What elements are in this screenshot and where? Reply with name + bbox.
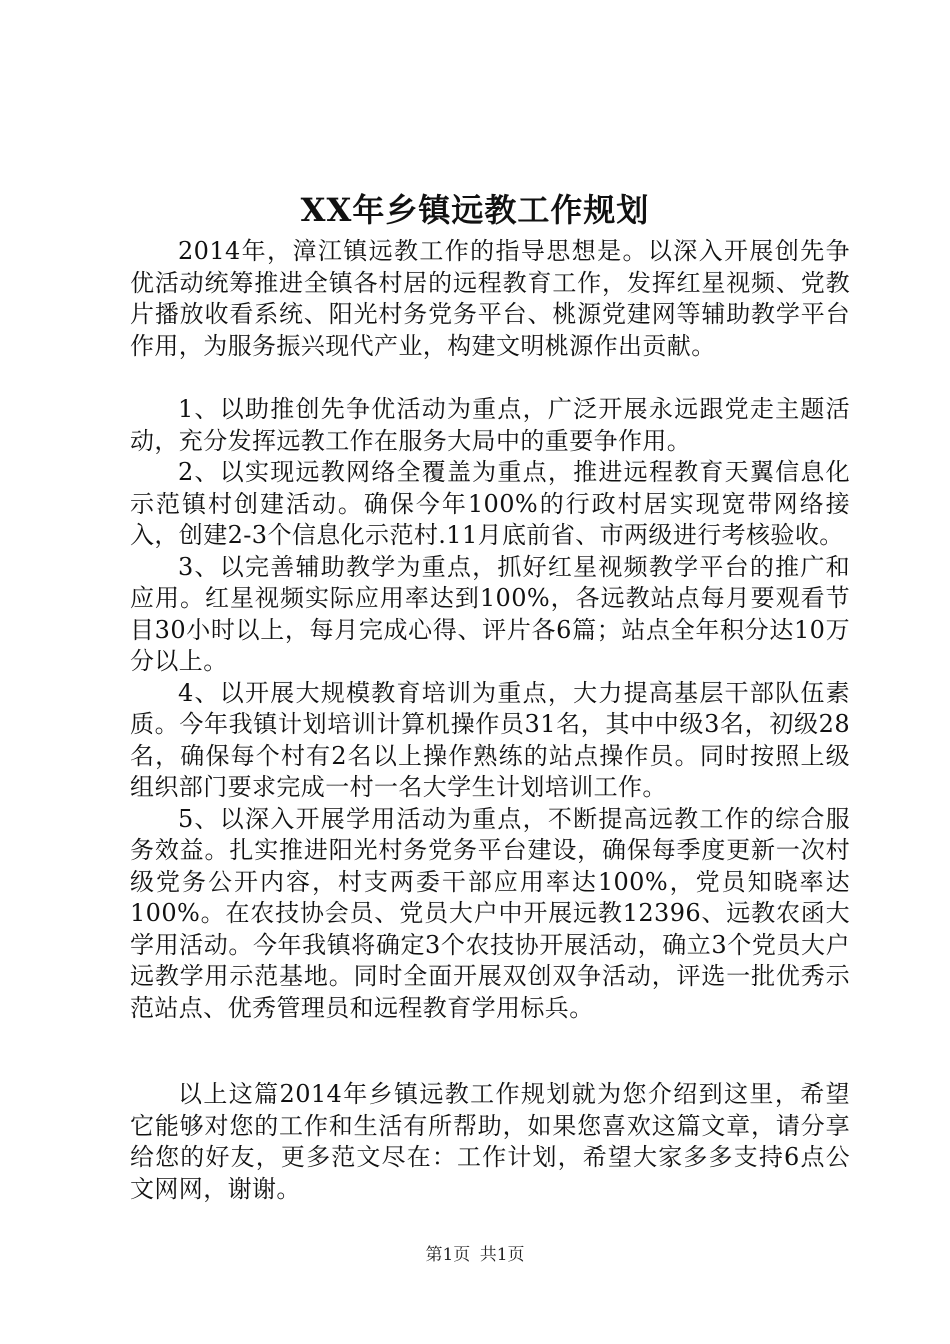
plan-item-5: 5、以深入开展学用活动为重点，不断提高远教工作的综合服务效益。扎实推进阳光村务党务平台建设，确保每季度更新一次村级党务公开内容，村支两委干部应用率达100%，党员知晓率达100%。在农技协会员、党员大户中开展远教12396、远教农函大学用活动。今年我镇将确定3个农技协开展活动，确立3个党员大户远教学用示范基地。同时全面开展双创双争活动，评选一批优秀示范站点、优秀管理员和远程教育学用标兵。: [130, 804, 850, 1022]
intro-section: [130, 236, 850, 362]
closing-paragraph: 以上这篇2014年乡镇远教工作规划就为您介绍到这里，希望它能够对您的工作和生活有所帮助，如果您喜欢这篇文章，请分享给您的好友，更多范文尽在：工作计划，希望大家多多支持6点公文网网，谢谢。: [130, 1080, 850, 1203]
document-title: XX年乡镇远教工作规划: [300, 191, 650, 229]
plan-items: [130, 394, 850, 1024]
page-footer: [0, 1243, 950, 1267]
plan-item-3: 3、以完善辅助教学为重点，抓好红星视频教学平台的推广和应用。红星视频实际应用率达到100%，各远教站点每月要观看节目30小时以上，每月完成心得、评片各6篇；站点全年积分达10万分以上。: [130, 552, 850, 675]
intro-paragraph: 2014年，漳江镇远教工作的指导思想是。以深入开展创先争优活动统筹推进全镇各村居的远程教育工作，发挥红星视频、党教片播放收看系统、阳光村务党务平台、桃源党建网等辅助教学平台作用，为服务振兴现代产业，构建文明桃源作出贡献。: [130, 237, 850, 360]
plan-item-4: 4、以开展大规模教育培训为重点，大力提高基层干部队伍素质。今年我镇计划培训计算机操作员31名，其中中级3名，初级28名，确保每个村有2名以上操作熟练的站点操作员。同时按照上级组织部门要求完成一村一名大学生计划培训工作。: [130, 678, 850, 801]
closing-section: [130, 1079, 850, 1205]
page-total: 共1页: [479, 1245, 525, 1265]
plan-item-1: 1、以助推创先争优活动为重点，广泛开展永远跟党走主题活动，充分发挥远教工作在服务大局中的重要争作用。: [130, 395, 850, 455]
page-number: 第1页: [425, 1245, 471, 1265]
plan-item-2: 2、以实现远教网络全覆盖为重点，推进远程教育天翼信息化示范镇村创建活动。确保今年100%的行政村居实现宽带网络接入，创建2-3个信息化示范村.11月底前省、市两级进行考核验收。: [130, 458, 850, 549]
